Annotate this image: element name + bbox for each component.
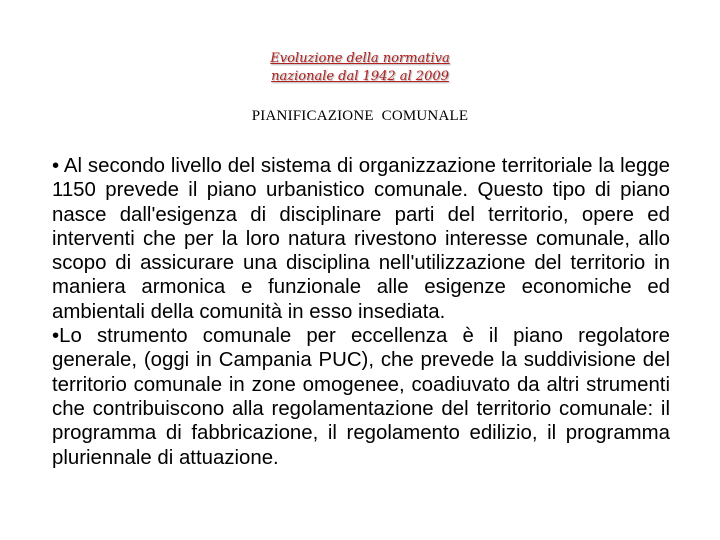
paragraph-1: • Al secondo livello del sistema di organizzazione territoriale la legge 1150 prevede il piano urbanistico comunale. Questo tipo di piano nasce dall'esigenza di disciplinare parti del territorio, opere ed interventi che per la loro natura rivestono interesse comunale, allo scopo di assicurare una disciplina nell'utilizzazione del territorio in maniera armonica e funzionale alle esigenze economiche ed ambientali della comunità in esso insediata.	[52, 155, 670, 323]
body-text	[52, 154, 670, 470]
paragraph-2: •Lo strumento comunale per eccellenza è il piano regolatore generale, (oggi in Campania PUC), che prevede la suddivisione del territorio comunale in zone omogenee, coadiuvato da altri strumenti che contribuiscono alla regolamentazione del territorio comunale: il programma di fabbricazione, il regolamento edilizio, il programma pluriennale di attuazione.	[52, 325, 670, 469]
title-line-1: Evoluzione della normativa	[270, 51, 450, 66]
slide-title	[220, 50, 500, 86]
section-heading: PIANIFICAZIONE COMUNALE	[251, 108, 469, 124]
title-line-2: nazionale dal 1942 al 2009	[271, 69, 449, 84]
